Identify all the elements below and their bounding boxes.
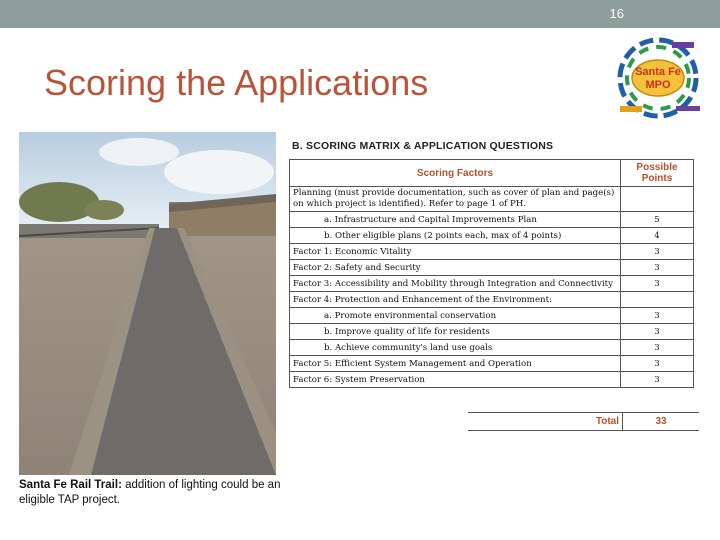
row-points: 3 <box>621 260 694 276</box>
total-value: 33 <box>623 413 700 431</box>
scoring-table <box>289 159 694 388</box>
row-label: Factor 5: Efficient System Management and Operation <box>290 356 621 372</box>
table-row <box>290 308 694 324</box>
header-points: Possible Points <box>621 160 694 187</box>
row-label: Factor 4: Protection and Enhancement of the Environment: <box>290 292 621 308</box>
table-row <box>290 372 694 388</box>
slide-number: 16 <box>609 6 624 21</box>
top-bar <box>0 0 720 28</box>
row-points: 3 <box>621 276 694 292</box>
table-row <box>290 260 694 276</box>
photo-caption <box>19 478 284 508</box>
row-label: a. Infrastructure and Capital Improvements Plan <box>290 212 621 228</box>
table-row <box>290 228 694 244</box>
scoring-matrix <box>289 137 699 388</box>
row-label: b. Achieve community's land use goals <box>290 340 621 356</box>
row-label: Factor 3: Accessibility and Mobility through Integration and Connectivity <box>290 276 621 292</box>
row-points: 3 <box>621 372 694 388</box>
caption-bold: Santa Fe Rail Trail: <box>19 479 122 491</box>
table-row <box>290 244 694 260</box>
header-factors: Scoring Factors <box>290 160 621 187</box>
row-points <box>621 187 694 212</box>
row-label: b. Other eligible plans (2 points each, max of 4 points) <box>290 228 621 244</box>
table-header-row <box>290 160 694 187</box>
table-row <box>290 292 694 308</box>
row-points: 3 <box>621 356 694 372</box>
row-label: a. Promote environmental conservation <box>290 308 621 324</box>
row-points: 3 <box>621 324 694 340</box>
slide-title: Scoring the Applications <box>44 62 429 103</box>
row-label: b. Improve quality of life for residents <box>290 324 621 340</box>
row-label: Factor 6: System Preservation <box>290 372 621 388</box>
logo-line2: MPO <box>645 79 671 91</box>
total-label: Total <box>468 413 623 431</box>
row-label: Planning (must provide documentation, such as cover of plan and page(s) on which project is identified). Refer to page 1 of PH. <box>290 187 621 212</box>
row-points: 4 <box>621 228 694 244</box>
table-row <box>290 187 694 212</box>
total-row <box>468 412 699 431</box>
row-points <box>621 292 694 308</box>
santa-fe-mpo-logo <box>610 36 706 120</box>
row-points: 3 <box>621 244 694 260</box>
table-row <box>290 356 694 372</box>
table-row <box>290 212 694 228</box>
table-row <box>290 324 694 340</box>
table-row <box>290 340 694 356</box>
matrix-section-title: B. SCORING MATRIX & APPLICATION QUESTIONS <box>292 140 554 152</box>
row-points: 3 <box>621 340 694 356</box>
row-points: 3 <box>621 308 694 324</box>
row-points: 5 <box>621 212 694 228</box>
row-label: Factor 1: Economic Vitality <box>290 244 621 260</box>
trail-photo <box>19 132 276 475</box>
logo-line1: Santa Fe <box>635 66 681 78</box>
row-label: Factor 2: Safety and Security <box>290 260 621 276</box>
table-row <box>290 276 694 292</box>
caption-text: addition of lighting could be an eligible TAP project. <box>19 479 281 506</box>
